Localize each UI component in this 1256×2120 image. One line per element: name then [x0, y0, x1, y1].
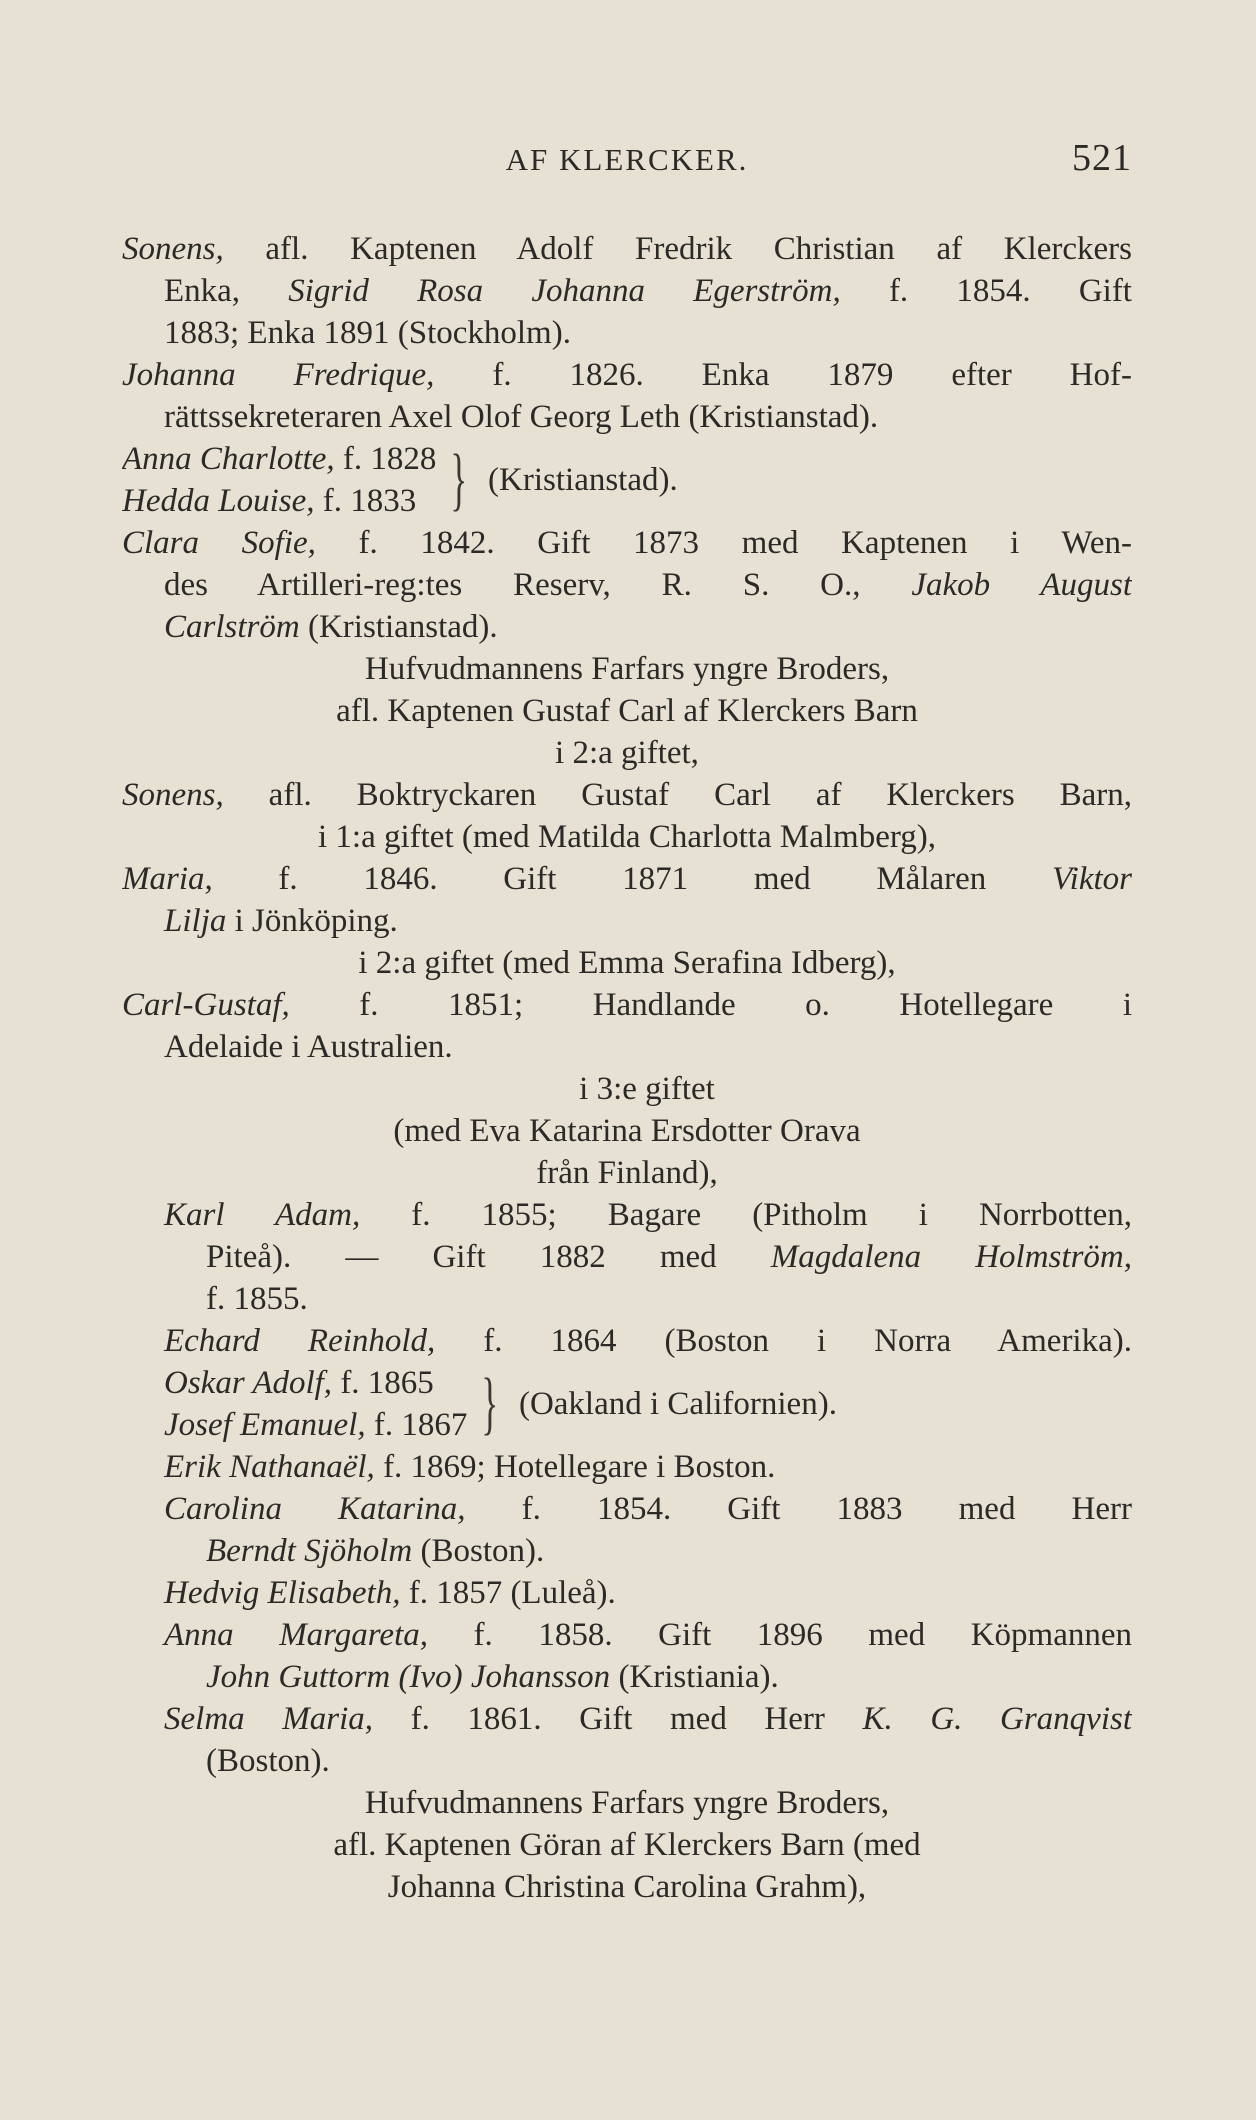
text-line [122, 480, 436, 522]
text-line [122, 984, 1132, 1026]
page-number: 521 [1072, 137, 1132, 179]
text-line [164, 1362, 467, 1404]
name: Josef Emanuel, [164, 1407, 366, 1443]
text: f. 1865 [332, 1365, 434, 1401]
text-line [122, 900, 1132, 942]
text-line [122, 1320, 1132, 1362]
text-line [122, 1698, 1132, 1740]
text-line [122, 858, 1132, 900]
text: f. 1828 [334, 441, 437, 477]
text-line [122, 354, 1132, 396]
text: f. 1867 [365, 1407, 468, 1443]
text-line [122, 1656, 1132, 1698]
section-heading: Johanna Christina Carolina Grahm), [387, 1869, 867, 1905]
name: Carlström [164, 609, 300, 645]
text-line [122, 1446, 1132, 1488]
name: Clara Sofie, [122, 525, 316, 561]
text-line: Adelaide i Australien. [164, 1029, 453, 1065]
name: Oskar Adolf, [164, 1365, 333, 1401]
section-heading: i 3:e giftet [579, 1071, 715, 1107]
section-heading: afl. Kaptenen Gustaf Carl af Klerckers Barn [336, 693, 918, 729]
text: f. 1826. Enka 1879 efter Hof- [434, 357, 1132, 393]
bracket-names [164, 1362, 467, 1446]
section-heading: i 2:a giftet, [555, 735, 699, 771]
bracket-names [122, 438, 436, 522]
running-title: AF KLERCKER. [505, 142, 749, 177]
text: f. 1864 (Boston i Norra Amerika). [435, 1323, 1132, 1359]
text: Enka, [164, 273, 289, 309]
text: f. 1833 [314, 483, 417, 519]
bracket-place: (Kristianstad). [488, 462, 678, 498]
text-line [122, 774, 1132, 816]
section-heading: i 1:a giftet (med Matilda Charlotta Malmberg), [318, 819, 936, 855]
text-line [122, 1530, 1132, 1572]
name: Viktor [1051, 861, 1132, 897]
text: f. 1854. Gift 1883 med Herr [465, 1491, 1132, 1527]
name: Hedvig Elisabeth, [164, 1575, 401, 1611]
name: Sonens, [122, 777, 224, 813]
text: (Kristiania). [610, 1659, 779, 1695]
name: Maria, [122, 861, 213, 897]
text-line: rättssekreteraren Axel Olof Georg Leth (Kristianstad). [164, 399, 879, 435]
name: Jakob August [911, 567, 1132, 603]
text: f. 1842. Gift 1873 med Kaptenen i Wen- [315, 525, 1132, 561]
text-line [122, 270, 1132, 312]
section-heading: Hufvudmannens Farfars yngre Broders, [364, 1785, 890, 1821]
brace: } [450, 441, 468, 518]
name: Berndt Sjöholm [206, 1533, 413, 1569]
text: f. 1869; Hotellegare i Boston. [374, 1449, 776, 1485]
name: Erik Nathanaël, [164, 1449, 375, 1485]
name: Johanna Fredrique, [122, 357, 435, 393]
text: f. 1855; Bagare (Pitholm i Norrbotten, [360, 1197, 1132, 1233]
brace: } [481, 1365, 499, 1442]
text: i Jönköping. [226, 903, 398, 939]
name: Anna Margareta, [164, 1617, 428, 1653]
section-heading: Hufvudmannens Farfars yngre Broders, [364, 651, 890, 687]
text-line [164, 1404, 467, 1446]
text-line [122, 606, 1132, 648]
section-heading: i 2:a giftet (med Emma Serafina Idberg), [358, 945, 896, 981]
text-line [122, 228, 1132, 270]
name: John Guttorm (Ivo) Johansson [206, 1659, 611, 1695]
bracket-place: (Oakland i Californien). [518, 1386, 837, 1422]
text-line [122, 1194, 1132, 1236]
text-line [122, 1572, 1132, 1614]
text-line [122, 522, 1132, 564]
text: f. 1854. Gift [840, 273, 1132, 309]
section-heading: afl. Kaptenen Göran af Klerckers Barn (med [333, 1827, 921, 1863]
name: Anna Charlotte, [122, 441, 335, 477]
text-line [122, 1614, 1132, 1656]
page-header [122, 136, 1132, 184]
text-line [122, 564, 1132, 606]
text: f. 1846. Gift 1871 med Målaren [212, 861, 1052, 897]
text: (Kristianstad). [299, 609, 498, 645]
text: f. 1851; Handlande o. Hotellegare i [289, 987, 1132, 1023]
text: afl. Kaptenen Adolf Fredrik Christian af Klerckers [223, 231, 1132, 267]
name: Lilja [164, 903, 227, 939]
text: f. 1858. Gift 1896 med Köpmannen [428, 1617, 1132, 1653]
section-heading: (med Eva Katarina Ersdotter Orava [393, 1113, 861, 1149]
name: Carolina Katarina, [164, 1491, 466, 1527]
text: des Artilleri-reg:tes Reserv, R. S. O., [164, 567, 912, 603]
text: (Boston). [412, 1533, 545, 1569]
name: Sonens, [122, 231, 224, 267]
name: Sigrid Rosa Johanna Egerström, [288, 273, 841, 309]
text: f. 1857 (Luleå). [400, 1575, 616, 1611]
text: f. 1861. Gift med Herr [373, 1701, 863, 1737]
text-line [122, 438, 436, 480]
bracket-group [122, 438, 1132, 522]
name: Echard Reinhold, [164, 1323, 436, 1359]
text: Piteå). — Gift 1882 med [206, 1239, 771, 1275]
name: Selma Maria, [164, 1701, 373, 1737]
name: Karl Adam, [164, 1197, 361, 1233]
section-heading: från Finland), [536, 1155, 718, 1191]
text: afl. Boktryckaren Gustaf Carl af Klerckers Barn, [223, 777, 1132, 813]
name: K. G. Granqvist [862, 1701, 1132, 1737]
name: Carl-Gustaf, [122, 987, 290, 1023]
name: Hedda Louise, [122, 483, 315, 519]
text-line [122, 1488, 1132, 1530]
text-line: f. 1855. [206, 1281, 308, 1317]
text-line [122, 1236, 1132, 1278]
name: Magdalena Holmström, [770, 1239, 1132, 1275]
bracket-group [122, 1362, 1132, 1446]
text-line: 1883; Enka 1891 (Stockholm). [164, 315, 571, 351]
text-line: (Boston). [206, 1743, 330, 1779]
page-body [122, 228, 1132, 1908]
